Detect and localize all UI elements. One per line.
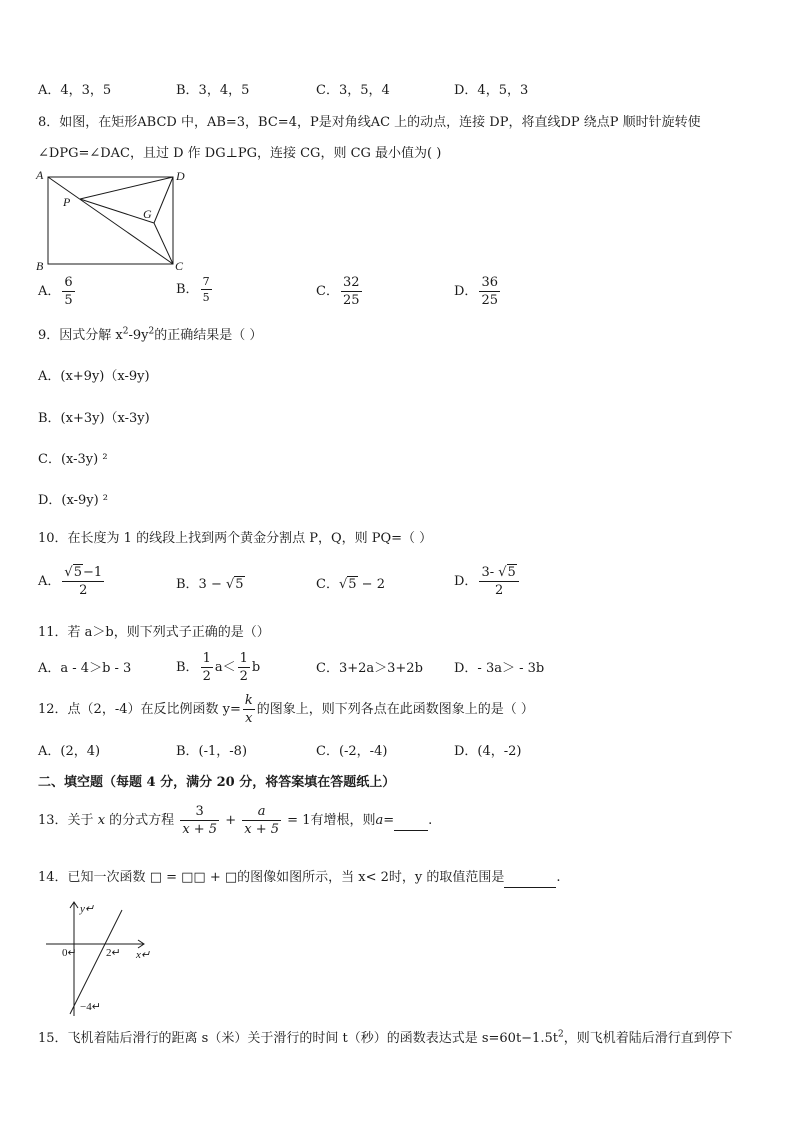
q12-option-d: D．(4，-2) [454,744,522,759]
q12-option-b: B．(-1，-8) [176,744,248,759]
q7-option-d: D．4，5，3 [454,83,529,98]
q12-option-c: C．(-2，-4) [316,744,388,759]
q9-option-d: D．(x-9y) ² [38,493,109,508]
q10-stem: 10．在长度为 1 的线段上找到两个黄金分割点 P，Q，则 PQ=（ ） [38,531,433,546]
q11-option-a: A．a - 4＞b - 3 [38,661,132,676]
label-c: C [175,259,184,272]
q9-option-c: C．(x-3y) ² [38,452,108,467]
q10-option-d: D． $\frac{3- √5}{2}$ [454,566,521,597]
y-intercept-label: −4↵ [80,1001,101,1013]
q8-option-b: B． $\frac{7}{5}$ [176,275,210,304]
y-axis-label: y↵ [80,903,95,915]
q9-option-b: B．(x+3y)（x-3y) [38,411,150,426]
origin-label: 0↵ [62,947,77,959]
q14-stem: 14．已知一次函数 □ = □□ + □的图像如图所示，当 x< 2时，y 的取值范围是 . [38,869,561,888]
q9-stem: 9．因式分解 $x^2-9y^2$的正确结果是（ ） [38,326,263,343]
segment-pd [80,177,173,199]
q15-stem: 15．飞机着陆后滑行的距离 s（米）关于滑行的时间 t（秒）的函数表达式是 $s=60t-1.5t^2$，则飞机着陆后滑行直到停下 [38,1029,733,1046]
q10-option-a: A． $\frac{√5-1}{2}$ [38,565,103,598]
q12-option-a: A．(2，4) [38,744,101,759]
q7-option-b: B．3，4，5 [176,83,250,98]
label-g: G [143,207,152,221]
segment-dg [154,177,173,223]
q8-option-a: A． $\frac{6}{5}$ [38,275,73,308]
q14-answer-blank [504,869,556,888]
q8-option-d: D． $\frac{36}{25}$ [454,275,498,308]
q7-option-a: A．4，3，5 [38,83,112,98]
diagonal-ac [48,177,173,264]
q10-option-b: B．3 − √5 [176,577,244,592]
label-d: D [176,169,185,183]
q13-answer-blank [394,812,428,831]
x-intercept-label: 2↵ [106,947,121,959]
q11-option-b: B． $\frac{1}{2}$ a＜ $\frac{1}{2}$ b [176,651,261,684]
section-title-fill-in: 二、填空题（每题 4 分，满分 20 分，将答案填在答题纸上） [38,775,396,790]
q8-rectangle-figure [34,166,194,272]
x-axis-label: x↵ [136,949,151,961]
q8-stem-line2: ∠DPG=∠DAC，且过 D 作 DG⊥PG，连接 CG，则 CG 最小值为( ) [38,146,442,161]
label-b: B [36,259,44,272]
q11-option-d: D．- 3a＞ - 3b [454,661,545,676]
q11-option-c: C．3+2a＞3+2b [316,661,423,676]
q7-option-c: C．3，5，4 [316,83,390,98]
q8-option-c: C． $\frac{32}{25}$ [316,275,360,308]
function-line [70,910,122,1014]
q12-stem: 12．点（2，-4）在反比例函数 y= $\frac{k}{x}$ 的图象上，则下列各点在此函数图象上的是（ ） [38,693,534,726]
label-p: P [63,195,71,209]
q13-stem: 13．关于 x 的分式方程 $\frac{3}{x + 5}$ + $\frac{a}{x + 5}$ = 1有增根，则a= . [38,804,433,837]
q10-option-c: C．√5 − 2 [316,577,385,592]
q11-stem: 11．若 a＞b，则下列式子正确的是（） [38,625,270,640]
q8-stem-line1: 8．如图，在矩形ABCD 中，AB=3，BC=4，P是对角线AC 上的动点，连接 DP，将直线DP 绕点P 顺时针旋转使 [38,115,701,130]
q14-linear-graph [40,898,160,1018]
label-a: A [36,168,44,182]
q9-option-a: A．(x+9y)（x-9y) [38,369,150,384]
